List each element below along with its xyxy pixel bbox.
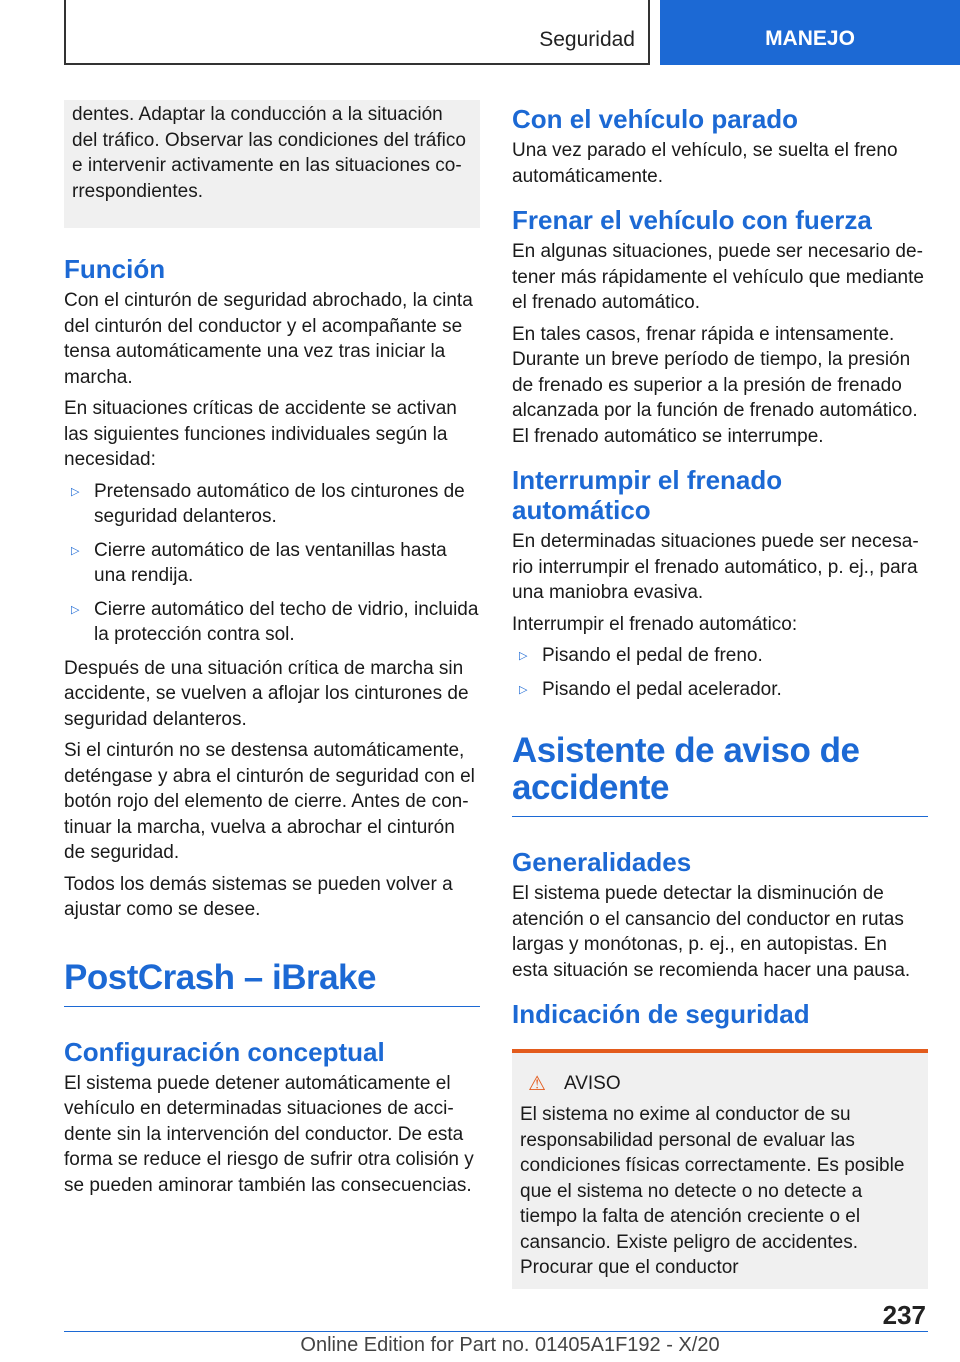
- warning-header: [520, 1071, 920, 1096]
- heading-generalidades: Generalidades: [512, 847, 692, 877]
- triangle-bullet-icon: ▷: [71, 544, 80, 557]
- triangle-bullet-icon: ▷: [71, 485, 80, 498]
- paragraph: Con el cinturón de seguridad abrochado, la cinta del cinturón del conductor y el acompañante se tensa automáticamente una vez tras iniciar la marcha.: [64, 290, 473, 388]
- paragraph: En determinadas situaciones puede ser necesario interrumpir el frenado automático, p. ej., para una maniobra evasiva.: [512, 531, 919, 603]
- triangle-bullet-icon: ▷: [519, 650, 528, 662]
- right-column: [512, 100, 928, 1289]
- list-item: [64, 479, 480, 530]
- list-item: [64, 597, 480, 648]
- note-box: [64, 100, 480, 228]
- paragraph: El sistema puede detener automáticamente el vehículo en determinadas situaciones de accidente sin la intervención del conductor. De esta forma se reduce el riesgo de sufrir otra colisión y se pueden aminorar también las consecuencias.: [64, 1072, 474, 1196]
- header-chapter-tab[interactable]: [660, 0, 960, 65]
- paragraph: Una vez parado el vehículo, se suelta el freno automáticamente.: [512, 140, 898, 187]
- list-item-text: Cierre automático de las ventanillas hasta una rendija.: [94, 539, 447, 586]
- paragraph: Interrumpir el frenado automático:: [512, 613, 798, 635]
- list-item-text: Pisando el pedal de freno.: [542, 645, 763, 666]
- header-section-title: Seguridad: [539, 28, 635, 51]
- footer-rule: [64, 1331, 928, 1332]
- triangle-bullet-icon: ▷: [71, 603, 80, 616]
- paragraph: Si el cinturón no se destensa automáticamente, deténgase y abra el cinturón de seguridad con el botón rojo del elemento de cierre. Antes de continuar la marcha, vuelva a abrochar el cinturón de seguridad.: [64, 740, 475, 863]
- chapter-label: MANEJO: [765, 26, 855, 50]
- warning-box: [512, 1049, 928, 1289]
- warning-triangle-icon: ⚠: [528, 1073, 546, 1095]
- footer-edition: Online Edition for Part no. 01405A1F192 - X/20: [300, 1334, 720, 1356]
- list-item: [512, 643, 928, 669]
- header-bottom-rule: [64, 63, 650, 65]
- page-number: 237: [882, 1300, 926, 1330]
- heading-indicacion: Indicación de seguridad: [512, 999, 810, 1029]
- paragraph: En tales casos, frenar rápida e intensamente. Durante un breve período de tiempo, la presión de frenado es superior a la presión de frenado alcanzada por la función de frenado automático. El frenado automático se interrumpe.: [512, 323, 918, 447]
- list-item-text: Cierre automático del techo de vidrio, incluida la protección contra sol.: [94, 598, 479, 645]
- paragraph: Todos los demás sistemas se pueden volver a ajustar como se desee.: [64, 873, 453, 920]
- list-item-text: Pisando el pedal acelerador.: [542, 678, 782, 700]
- left-column: [64, 100, 480, 1204]
- paragraph: En algunas situaciones, puede ser necesario detener más rápidamente el vehículo que mediante el frenado automático.: [512, 241, 924, 313]
- warning-label: AVISO: [563, 1072, 621, 1094]
- triangle-bullet-icon: ▷: [519, 683, 528, 696]
- heading-frenar: Frenar el vehículo con fuerza: [512, 205, 872, 235]
- funcion-list: [64, 479, 480, 648]
- warning-text: El sistema no exime al conductor de su responsabilidad personal de evaluar las condiciones físicas correctamente. Es posible que el sistema no detecte o no detecte a tiempo la falta de atención creciente o el cansancio. Existe peligro de accidentes. Procurar que el conductor: [520, 1104, 905, 1278]
- paragraph: El sistema puede detectar la disminución de atención o el cansancio del conductor en rutas largas y monótonas, p. ej., en autopistas. En esta situación se recomienda hacer una pausa.: [512, 883, 911, 981]
- heading-parado: Con el vehículo parado: [512, 104, 799, 134]
- heading-configuracion: Configuración conceptual: [64, 1036, 385, 1067]
- header-left-rule: [64, 0, 66, 64]
- header-divider: [648, 0, 650, 64]
- paragraph: En situaciones críticas de accidente se activan las siguientes funciones individuales según la necesidad:: [64, 398, 457, 470]
- heading-asistente: Asistente de aviso de accidente: [512, 732, 928, 817]
- paragraph: Después de una situación crítica de marcha sin accidente, se vuelven a aflojar los cinturones de seguridad delanteros.: [64, 657, 469, 730]
- note-text: dentes. Adaptar la conducción a la situación del tráfico. Observar las condiciones del tráfico e intervenir activamente en las situaciones correspondientes.: [72, 104, 466, 202]
- list-item-text: Pretensado automático de los cinturones de seguridad delanteros.: [94, 480, 465, 527]
- heading-funcion: Función: [64, 254, 166, 284]
- list-item: [512, 677, 928, 703]
- heading-postcrash: PostCrash – iBrake: [64, 959, 480, 1007]
- interrumpir-list: [512, 643, 928, 702]
- list-item: [64, 538, 480, 589]
- heading-interrumpir: Interrumpir el frenado automático: [512, 465, 783, 525]
